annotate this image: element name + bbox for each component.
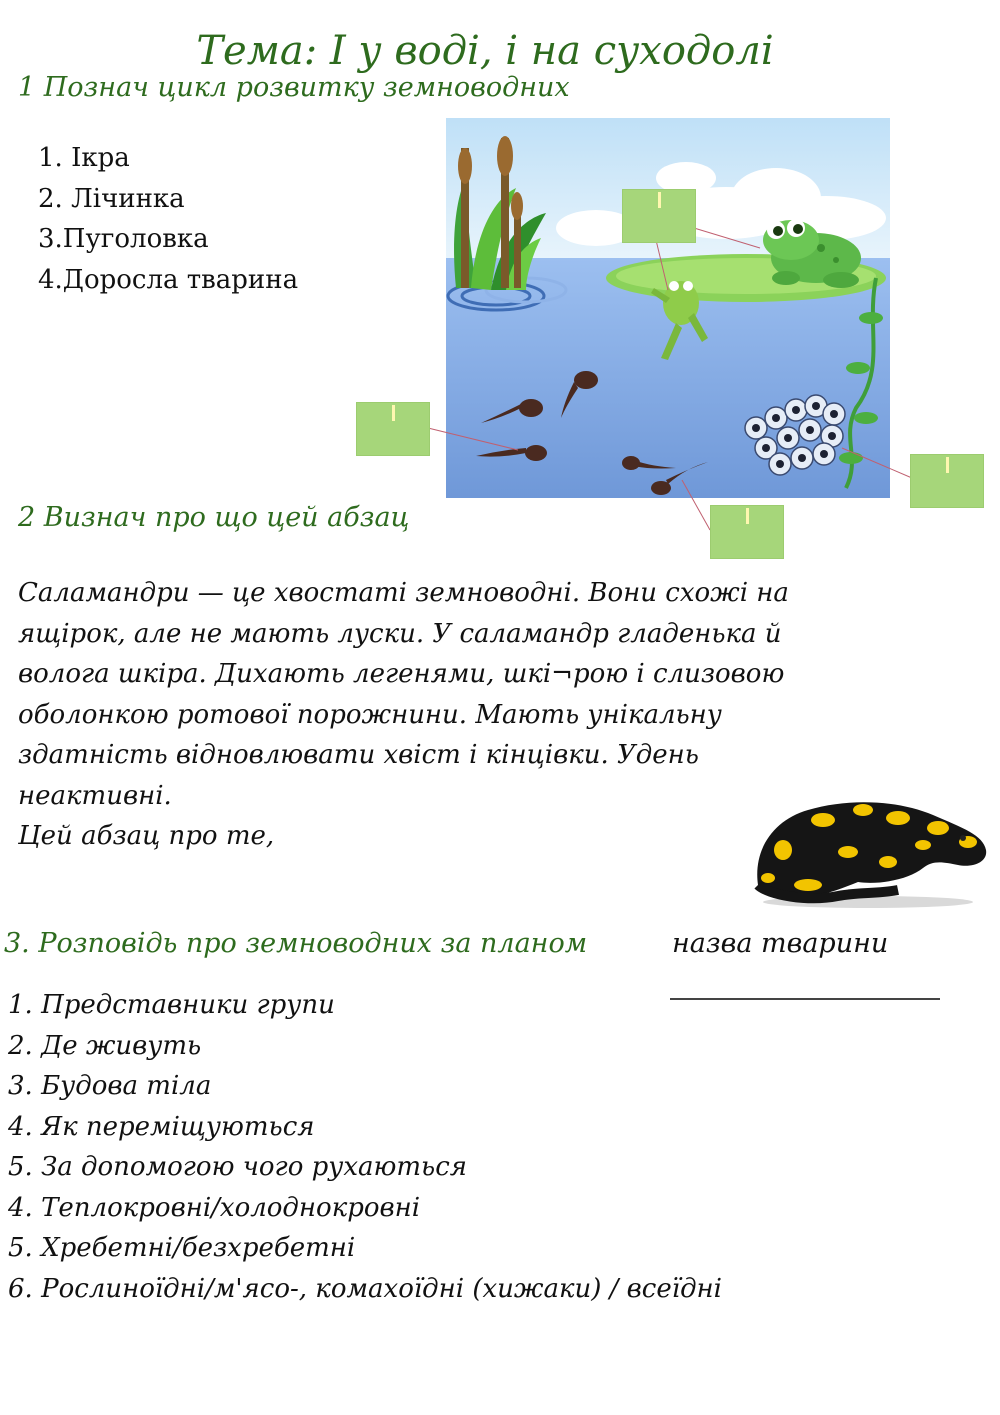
stage-item: 4.Доросла тварина — [38, 264, 299, 295]
stage-item: 3.Пуголовка — [38, 224, 209, 254]
section1-heading: 1 Познач цикл розвитку земноводних — [18, 72, 570, 103]
section3-heading: 3. Розповідь про земноводних за планом — [4, 928, 588, 959]
paragraph-line: неактивні. — [18, 780, 172, 811]
drop-target-larva[interactable] — [710, 505, 784, 559]
plan-item: 5. За допомогою чого рухаються — [8, 1152, 467, 1182]
page-title: Тема: І у воді, і на суходолі — [196, 28, 774, 74]
stage-list — [38, 138, 298, 300]
drop-target-tadpole[interactable] — [356, 402, 430, 456]
paragraph-line: волога шкіра. Дихають легенями, шкі¬рою і слизовою — [18, 659, 785, 689]
answer-prompt[interactable]: Цей абзац про те, — [18, 821, 275, 851]
paragraph-line: ящірок, але не мають луски. У саламандр гладенька й — [18, 618, 782, 649]
plan-item: 1. Представники групи — [8, 990, 335, 1020]
stage-item: 1. Ікра — [38, 143, 130, 173]
plan-item: 5. Хребетні/безхребетні — [8, 1233, 356, 1263]
fire-salamander-image — [748, 790, 993, 910]
plan-item: 2. Де живуть — [8, 1030, 202, 1061]
plan-item: 3. Будова тіла — [8, 1071, 212, 1101]
plan-list — [8, 985, 722, 1309]
section2-heading: 2 Визнач про що цей абзац — [18, 502, 410, 533]
frog-lifecycle-illustration — [446, 118, 890, 498]
animal-name-label: назва тварини — [672, 928, 889, 959]
drop-target-eggs[interactable] — [910, 454, 984, 508]
drop-target-adult[interactable] — [622, 189, 696, 243]
drop-cursor-icon — [392, 405, 395, 421]
paragraph-line: оболонкою ротової порожнини. Мають унікальну — [18, 699, 722, 730]
paragraph-line: Саламандри — це хвостаті земноводні. Вони схожі на — [18, 578, 789, 608]
drop-cursor-icon — [946, 457, 949, 473]
drop-cursor-icon — [658, 192, 661, 208]
paragraph-line: здатність відновлювати хвіст і кінцівки. Удень — [18, 740, 699, 770]
stage-item: 2. Лічинка — [38, 183, 185, 214]
drop-cursor-icon — [746, 508, 749, 524]
plan-item: 4. Як переміщуються — [8, 1111, 315, 1142]
plan-item: 6. Рослиноїдні/м'ясо-, комахоїдні (хижаки) / всеїдні — [8, 1273, 722, 1304]
plan-item: 4. Теплокровні/холоднокровні — [8, 1192, 421, 1223]
